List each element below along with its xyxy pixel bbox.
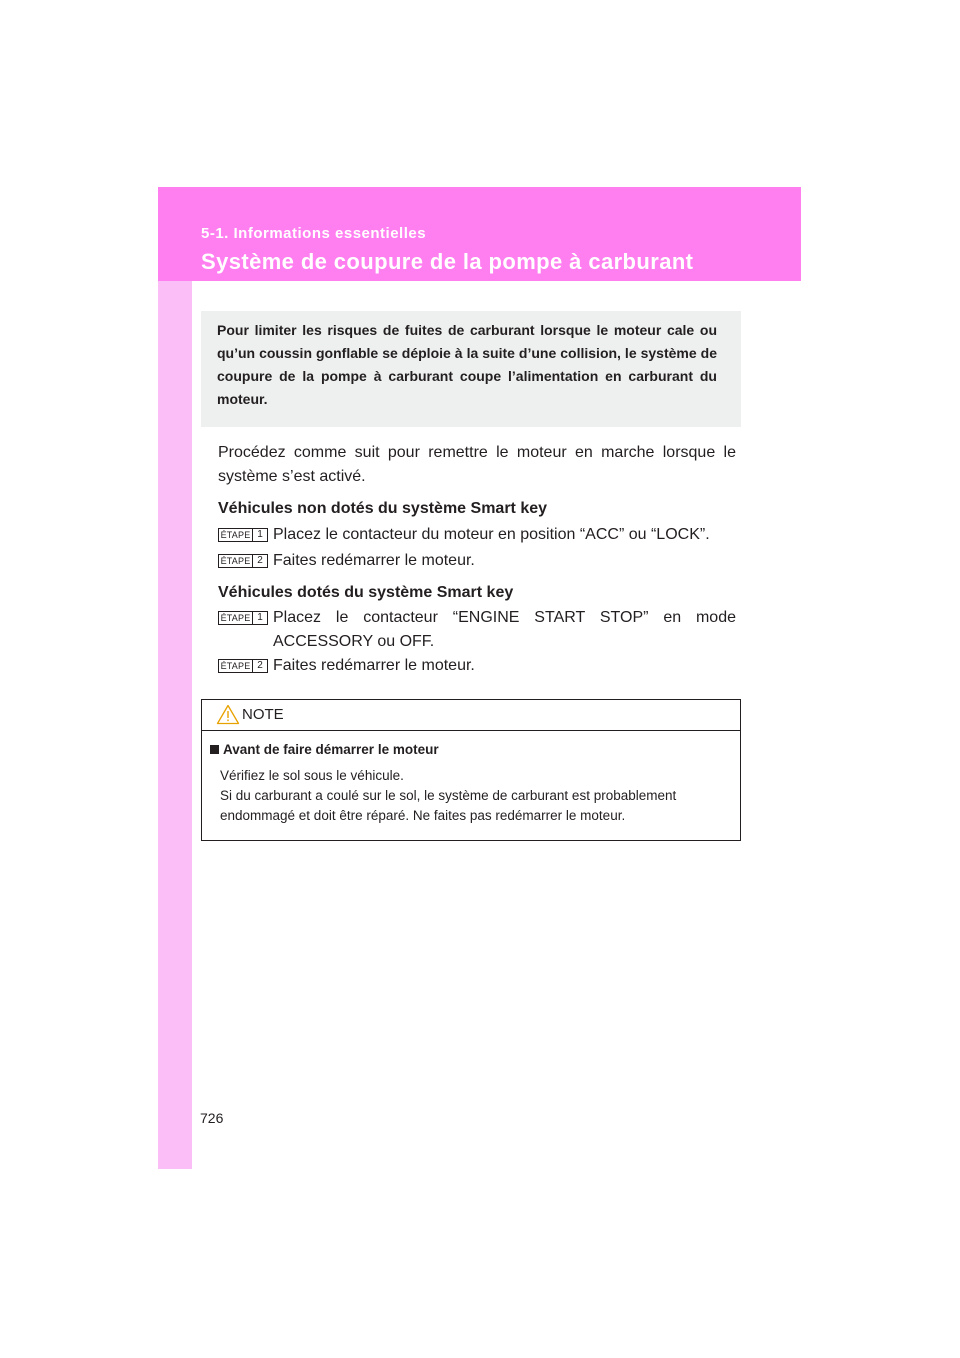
note-line: Si du carburant a coulé sur le sol, le système de carburant est probablement	[220, 788, 677, 803]
step-badge-label: ÉTAPE	[220, 613, 251, 623]
step-badge-number: 1	[252, 529, 267, 541]
note-header	[202, 700, 740, 731]
step-badge-number: 2	[252, 555, 267, 567]
intro-text: Pour limiter les risques de fuites de carburant lorsque le moteur cale ou qu’un coussin gonflable se déploie à la suite d’une collision, le système de coupure de la pompe à carburant coupe l’alimentation en carburant du moteur.	[217, 322, 717, 407]
step-badge	[218, 528, 268, 542]
note-line: endommagé et doit être réparé. Ne faites pas redémarrer le moteur.	[220, 808, 626, 823]
page-number: 726	[200, 1110, 224, 1126]
square-bullet-icon	[210, 745, 219, 754]
step-text: Faites redémarrer le moteur.	[273, 552, 475, 569]
note-title: NOTE	[242, 706, 284, 723]
step-badge-number: 1	[252, 612, 267, 624]
note-box	[201, 699, 741, 841]
section-heading-no-smart-key: Véhicules non dotés du système Smart key	[218, 500, 548, 517]
warning-triangle-icon	[216, 704, 240, 730]
step-badge-label: ÉTAPE	[220, 530, 251, 540]
intro-box	[201, 311, 741, 427]
step-text: Placez le contacteur “ENGINE START STOP” en mode ACCESSORY ou OFF.	[273, 609, 736, 650]
step-badge	[218, 659, 268, 673]
note-heading-text: Avant de faire démarrer le moteur	[223, 742, 439, 757]
step-badge-label: ÉTAPE	[220, 661, 251, 671]
step-badge	[218, 554, 268, 568]
page-title: Système de coupure de la pompe à carburant	[201, 249, 694, 274]
note-heading	[210, 742, 439, 757]
section-label: 5-1. Informations essentielles	[201, 225, 427, 242]
note-body	[220, 766, 740, 826]
body-paragraph: Procédez comme suit pour remettre le moteur en marche lorsque le système s’est activé.	[218, 444, 736, 485]
step-badge-label: ÉTAPE	[220, 556, 251, 566]
note-line: Vérifiez le sol sous le véhicule.	[220, 768, 404, 783]
step-badge-number: 2	[252, 660, 267, 672]
step-badge	[218, 611, 268, 625]
section-heading-smart-key: Véhicules dotés du système Smart key	[218, 584, 514, 601]
step-text: Faites redémarrer le moteur.	[273, 657, 475, 674]
step-text: Placez le contacteur du moteur en position “ACC” ou “LOCK”.	[273, 526, 710, 543]
side-tab	[158, 281, 192, 1169]
page-header	[158, 187, 801, 281]
